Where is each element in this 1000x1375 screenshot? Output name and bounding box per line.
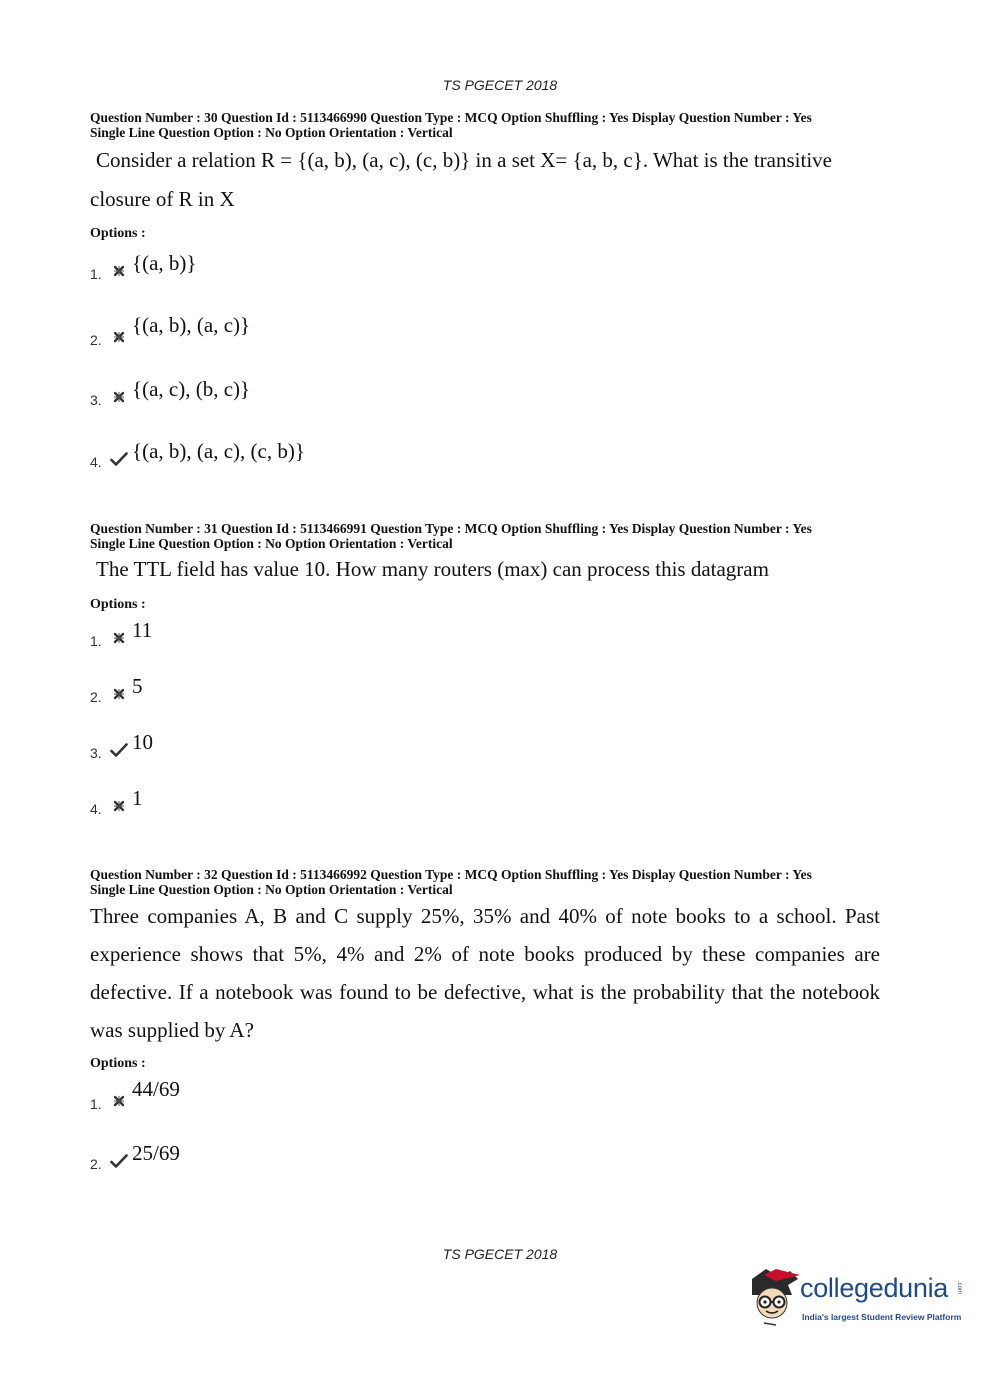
option-text: {(a, b), (a, c)} <box>132 313 251 337</box>
question-meta-line1: Question Number : 32 Question Id : 5113466992 Question Type : MCQ Option Shuffling : Yes Display Question Number : Yes <box>90 867 812 882</box>
cross-icon <box>108 1092 130 1110</box>
option-item <box>90 673 143 705</box>
cross-icon <box>108 388 130 406</box>
check-icon <box>108 450 130 468</box>
option-item <box>90 313 251 348</box>
options-label: Options : <box>90 597 146 612</box>
cross-icon <box>108 629 130 647</box>
option-item <box>90 1077 180 1112</box>
option-text: 1 <box>132 786 143 810</box>
option-number: 1. <box>90 633 102 649</box>
option-text: 5 <box>132 674 143 698</box>
question-meta-line1: Question Number : 31 Question Id : 5113466991 Question Type : MCQ Option Shuffling : Yes Display Question Number : Yes <box>90 521 812 536</box>
question-text: The TTL field has value 10. How many routers (max) can process this datagram <box>96 557 769 581</box>
option-number: 2. <box>90 332 102 348</box>
collegedunia-logo <box>742 1265 964 1335</box>
option-text: {(a, b)} <box>132 251 197 275</box>
logo-tagline: India's largest Student Review Platform <box>802 1312 962 1322</box>
option-item <box>90 785 143 817</box>
option-text: {(a, b), (a, c), (c, b)} <box>132 439 305 463</box>
question-meta-line1: Question Number : 30 Question Id : 5113466990 Question Type : MCQ Option Shuffling : Yes Display Question Number : Yes <box>90 110 812 125</box>
check-icon <box>108 1152 130 1170</box>
option-item <box>90 1140 180 1172</box>
page-footer: TS PGECET 2018 <box>442 1246 558 1262</box>
option-item <box>90 729 153 761</box>
check-icon <box>108 741 130 759</box>
option-number: 2. <box>90 689 102 705</box>
question-meta-line2: Single Line Question Option : No Option Orientation : Vertical <box>90 125 453 140</box>
option-number: 3. <box>90 745 102 761</box>
option-text: 10 <box>132 730 153 754</box>
cross-icon <box>108 797 130 815</box>
cross-icon <box>108 262 130 280</box>
question-text: Three companies A, B and C supply 25%, 35% and 40% of note books to a school. Past experience shows that 5%, 4% and 2% of note books produced by these companies are defective. If a notebook was found to be defective, what is the probability that the notebook was supplied by A? <box>90 904 880 1042</box>
cross-icon <box>108 328 130 346</box>
option-number: 2. <box>90 1156 102 1172</box>
question-meta-line2: Single Line Question Option : No Option Orientation : Vertical <box>90 882 453 897</box>
option-number: 4. <box>90 454 102 470</box>
option-item <box>90 438 305 470</box>
option-number: 3. <box>90 392 102 408</box>
logo-wordmark: collegedunia <box>800 1273 949 1303</box>
cross-icon <box>108 685 130 703</box>
page-header: TS PGECET 2018 <box>442 77 558 93</box>
question-meta-line2: Single Line Question Option : No Option Orientation : Vertical <box>90 536 453 551</box>
logo-suffix: .com <box>956 1281 962 1295</box>
option-number: 1. <box>90 266 102 282</box>
option-number: 4. <box>90 801 102 817</box>
option-number: 1. <box>90 1096 102 1112</box>
option-text: 11 <box>132 618 153 642</box>
option-text: 44/69 <box>132 1077 180 1101</box>
question-text: closure of R in X <box>90 187 235 211</box>
option-item <box>90 617 152 649</box>
question-text: Consider a relation R = {(a, b), (a, c), (c, b)} in a set X= {a, b, c}. What is the transitive <box>96 148 832 172</box>
mascot-icon <box>742 1265 802 1335</box>
option-item <box>90 376 250 408</box>
option-text: 25/69 <box>132 1141 180 1165</box>
option-text: {(a, c), (b, c)} <box>132 377 251 401</box>
options-label: Options : <box>90 226 146 241</box>
option-item <box>90 250 196 282</box>
options-label: Options : <box>90 1056 146 1071</box>
